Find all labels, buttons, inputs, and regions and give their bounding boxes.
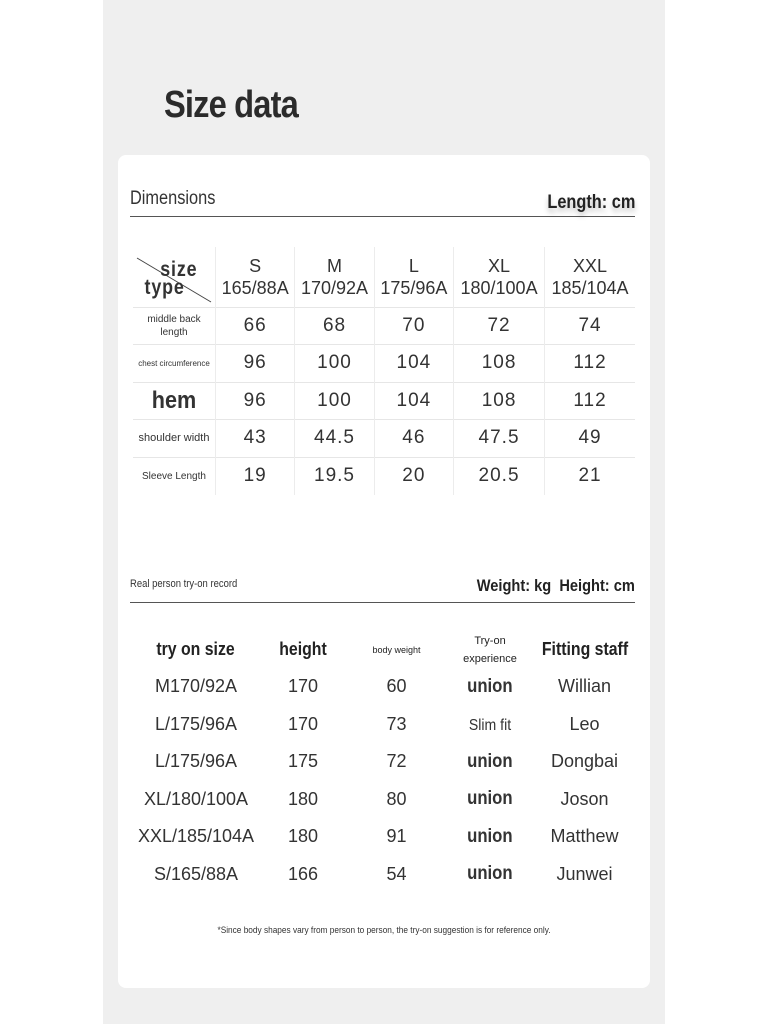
- column-header: Fitting staff: [541, 638, 628, 659]
- table-cell: 112: [545, 382, 635, 419]
- table-cell: union: [467, 788, 513, 810]
- table-row: [133, 781, 635, 819]
- table-cell: Joson: [560, 788, 609, 809]
- table-row: [133, 668, 635, 706]
- tryon-heading: Real person try-on record: [130, 578, 238, 590]
- column-header: body weight: [372, 645, 421, 655]
- table-row: [133, 743, 635, 781]
- dimensions-table: [133, 247, 635, 495]
- table-cell: Willian: [557, 676, 611, 697]
- table-cell: 180: [287, 826, 319, 847]
- tryon-header-row: [133, 630, 635, 668]
- table-cell: union: [467, 750, 513, 772]
- table-row: [133, 382, 635, 419]
- table-cell: L/175/96A: [154, 713, 238, 734]
- row-label: chest circumference: [133, 344, 216, 382]
- table-cell: union: [467, 675, 513, 697]
- table-cell: 91: [386, 826, 407, 847]
- table-cell: 19: [216, 457, 295, 495]
- table-cell: L/175/96A: [154, 751, 238, 772]
- table-cell: 72: [386, 751, 407, 772]
- table-cell: M170/92A: [154, 676, 238, 697]
- table-cell: 170: [287, 676, 319, 697]
- row-label: Sleeve Length: [133, 457, 216, 495]
- dimensions-header: [130, 180, 635, 217]
- tryon-table: [133, 630, 635, 893]
- table-row: [133, 457, 635, 495]
- table-cell: 108: [454, 382, 545, 419]
- column-header: height: [279, 638, 327, 659]
- row-label: middle back length: [133, 307, 216, 344]
- table-cell: union: [467, 863, 513, 885]
- table-row: [133, 307, 635, 344]
- column-header-m: M 170/92A: [295, 247, 374, 307]
- table-cell: 112: [545, 344, 635, 382]
- column-header: try on size: [156, 638, 236, 659]
- table-cell: 49: [545, 419, 635, 457]
- table-cell: 70: [374, 307, 453, 344]
- height-unit-label: Height: cm: [559, 576, 635, 595]
- table-cell: 20.5: [454, 457, 545, 495]
- table-cell: 73: [386, 713, 407, 734]
- table-cell: 20: [374, 457, 453, 495]
- table-cell: 170: [287, 713, 319, 734]
- table-cell: Leo: [569, 713, 600, 734]
- table-row: [133, 706, 635, 744]
- table-cell: 180: [287, 788, 319, 809]
- table-cell: 74: [545, 307, 635, 344]
- table-cell: 46: [374, 419, 453, 457]
- table-row: [133, 419, 635, 457]
- table-cell: 104: [374, 382, 453, 419]
- corner-type-label: type: [144, 275, 185, 299]
- page-title: Size data: [164, 84, 298, 126]
- table-cell: 44.5: [295, 419, 374, 457]
- table-cell: 175: [287, 751, 319, 772]
- table-cell: 80: [386, 788, 407, 809]
- table-cell: 96: [216, 344, 295, 382]
- table-cell: 72: [454, 307, 545, 344]
- tryon-header: [130, 566, 635, 603]
- table-cell: 66: [216, 307, 295, 344]
- table-cell: 100: [295, 344, 374, 382]
- table-cell: 19.5: [295, 457, 374, 495]
- table-row: [133, 818, 635, 856]
- table-cell: 43: [216, 419, 295, 457]
- table-cell: 54: [386, 863, 407, 884]
- table-cell: Junwei: [556, 863, 613, 884]
- row-label: shoulder width: [133, 419, 216, 457]
- table-row: [133, 856, 635, 894]
- length-unit-label: Length: cm: [546, 192, 635, 213]
- column-header-s: S 165/88A: [216, 247, 295, 307]
- table-cell: 60: [386, 676, 407, 697]
- weight-unit-label: Weight: kg: [476, 576, 552, 595]
- table-cell: 100: [295, 382, 374, 419]
- footnote: *Since body shapes vary from person to person, the try-on suggestion is for reference only.: [217, 925, 551, 935]
- table-cell: XXL/185/104A: [137, 826, 255, 847]
- table-cell: Slim fit: [468, 716, 512, 734]
- corner-cell: [133, 247, 216, 307]
- column-header-xl: XL 180/100A: [454, 247, 545, 307]
- table-row: [133, 344, 635, 382]
- table-cell: Dongbai: [550, 751, 619, 772]
- table-cell: 166: [287, 863, 319, 884]
- column-header-l: L 175/96A: [374, 247, 453, 307]
- table-cell: Matthew: [550, 826, 619, 847]
- table-cell: 96: [216, 382, 295, 419]
- dimensions-heading: Dimensions: [130, 188, 216, 209]
- table-cell: union: [467, 825, 513, 847]
- corner-size-label: size: [160, 257, 198, 281]
- table-cell: XL/180/100A: [143, 788, 249, 809]
- table-cell: 68: [295, 307, 374, 344]
- tryon-units: [477, 576, 635, 596]
- column-header-xxl: XXL 185/104A: [545, 247, 635, 307]
- table-cell: 47.5: [454, 419, 545, 457]
- dimensions-header-row: [133, 247, 635, 307]
- table-cell: 104: [374, 344, 453, 382]
- table-cell: S/165/88A: [153, 863, 239, 884]
- table-cell: 21: [545, 457, 635, 495]
- row-label: hem: [137, 382, 211, 419]
- table-cell: 108: [454, 344, 545, 382]
- column-header: Try-on experience: [463, 635, 517, 665]
